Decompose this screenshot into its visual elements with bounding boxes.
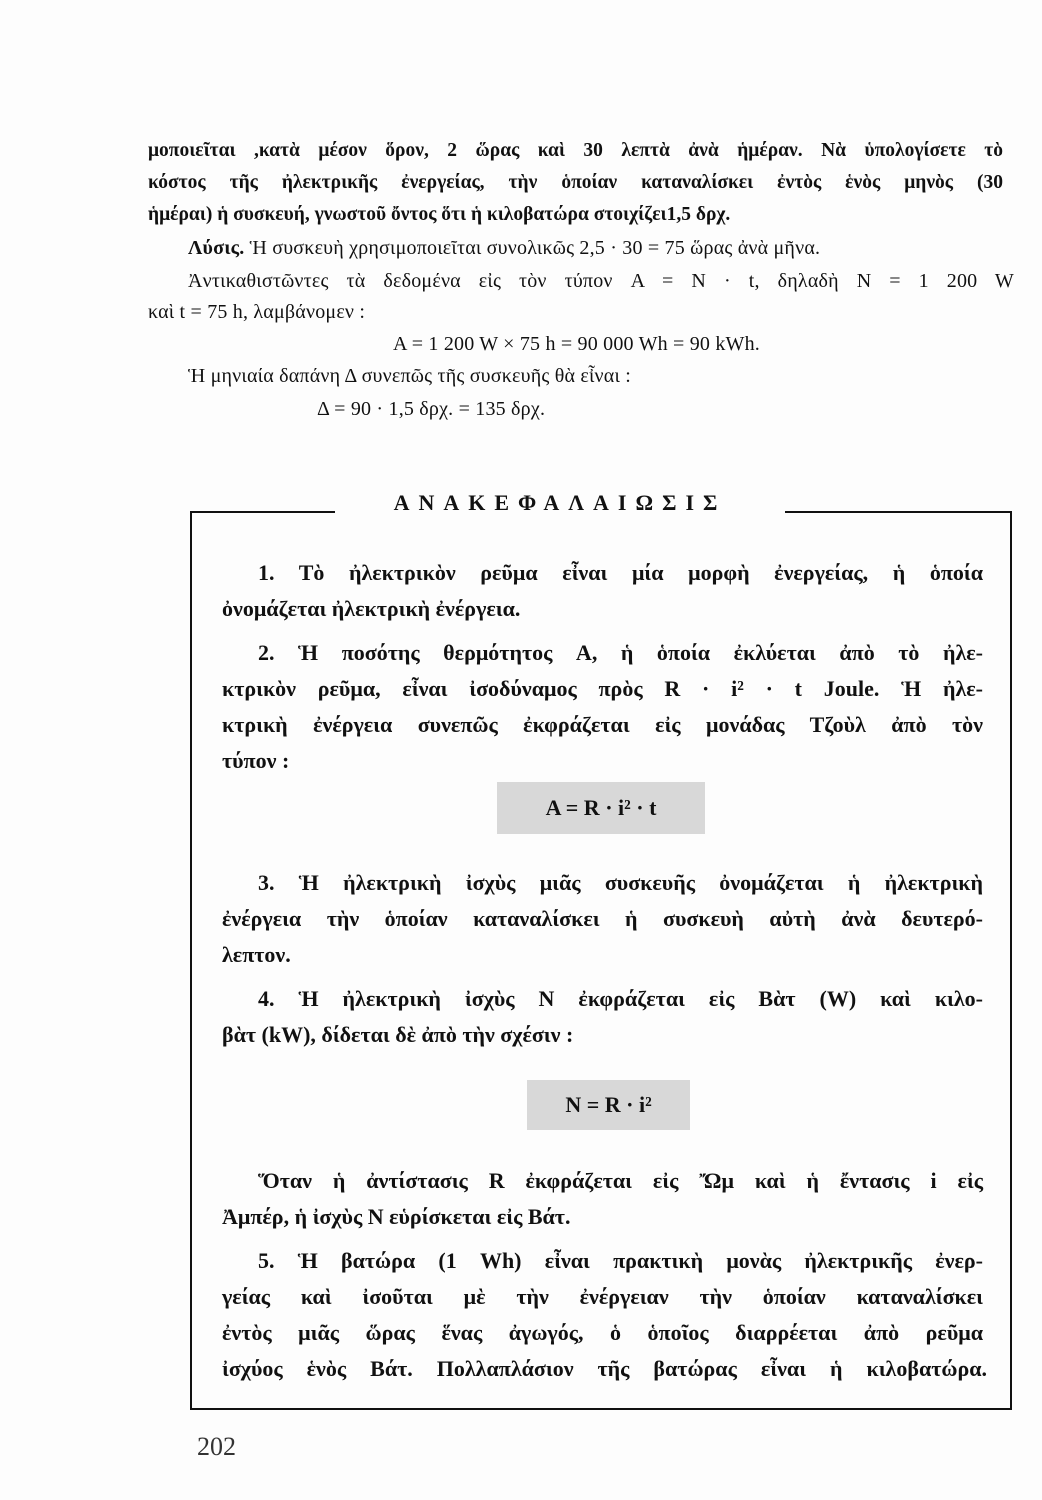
solution-line: Ἡ μηνιαία δαπάνη Δ συνεπῶς τῆς συσκευῆς θὰ εἶναι : [188, 365, 632, 387]
summary-line: κτρικὸν ρεῦμα, εἶναι ἰσοδύναμος πρὸς R · i² · t Joule. Ἡ ἠλε- [222, 676, 983, 701]
summary-title: ΑΝΑΚΕΦΑΛΑΙΩΣΙΣ [393, 490, 727, 515]
summary-line: Ὅταν ἡ ἀντίστασις R ἐκφράζεται εἰς Ὤμ καὶ ἡ ἔντασις i εἰς [258, 1168, 983, 1193]
formula-energy: A = R · i² · t [497, 782, 705, 834]
solution-line: Ἡ συσκευὴ χρησιμοποιεῖται συνολικῶς 2,5 · 30 = 75 ὥρας ἀνὰ μῆνα. [249, 237, 821, 259]
summary-line: 4. Ἡ ἠλεκτρικὴ ἰσχὺς N ἐκφράζεται εἰς Βὰτ (W) καὶ κιλο- [258, 986, 983, 1011]
summary-line: κτρικὴ ἐνέργεια συνεπῶς ἐκφράζεται εἰς μονάδας Τζοὺλ ἀπὸ τὸν [222, 712, 983, 737]
solution-line: Ἀντικαθιστῶντες τὰ δεδομένα εἰς τὸν τύπον A = N · t, δηλαδὴ N = 1 200 W [188, 270, 1014, 292]
summary-line: ὀνομάζεται ἠλεκτρικὴ ἐνέργεια. [222, 596, 521, 621]
formula-power: N = R · i² [527, 1080, 690, 1130]
problem-line: κόστος τῆς ἠλεκτρικῆς ἐνεργείας, τὴν ὁποίαν καταναλίσκει ἐντὸς ἑνὸς μηνὸς (30 [148, 172, 1003, 193]
summary-line: ἰσχύος ἑνὸς Βάτ. Πολλαπλάσιον τῆς βατώρας εἶναι ἡ κιλοβατώρα. [222, 1356, 987, 1381]
summary-line: βὰτ (kW), δίδεται δὲ ἀπὸ τὴν σχέσιν : [222, 1022, 574, 1047]
problem-line: ἡμέραι) ἡ συσκευή, γνωστοῦ ὄντος ὅτι ἡ κιλοβατώρα στοιχίζει1,5 δρχ. [148, 204, 731, 225]
solution-equation: Δ = 90 · 1,5 δρχ. = 135 δρχ. [317, 398, 546, 420]
solution-equation: A = 1 200 W × 75 h = 90 000 Wh = 90 kWh. [393, 333, 761, 355]
summary-line: Ἀμπέρ, ἡ ἰσχὺς N εὑρίσκεται εἰς Βάτ. [222, 1204, 571, 1229]
solution-line: καὶ t = 75 h, λαμβάνομεν : [148, 301, 366, 323]
summary-line: 3. Ἡ ἠλεκτρικὴ ἰσχὺς μιᾶς συσκευῆς ὀνομάζεται ἡ ἠλεκτρικὴ [258, 870, 983, 895]
summary-line: 1. Τὸ ἠλεκτρικὸν ρεῦμα εἶναι μία μορφὴ ἐνεργείας, ἡ ὁποία [258, 560, 983, 585]
solution-label: Λύσις. [188, 237, 245, 259]
summary-line: λεπτον. [222, 942, 291, 967]
summary-line: ἐνέργεια τὴν ὁποίαν καταναλίσκει ἡ συσκευὴ αὐτὴ ἀνὰ δευτερό- [222, 906, 983, 931]
summary-line: 2. Ἡ ποσότης θερμότητος A, ἡ ὁποία ἐκλύεται ἀπὸ τὸ ἠλε- [258, 640, 983, 665]
summary-line: τύπον : [222, 748, 290, 773]
summary-line: ἐντὸς μιᾶς ὥρας ἕνας ἀγωγός, ὁ ὁποῖος διαρρέεται ἀπὸ ρεῦμα [222, 1320, 983, 1345]
summary-line: 5. Ἡ βατώρα (1 Wh) εἶναι πρακτικὴ μονὰς ἠλεκτρικῆς ἐνερ- [258, 1248, 983, 1273]
page-number: 202 [197, 1432, 236, 1461]
problem-line: μοποιεῖται ,κατὰ μέσον ὅρον, 2 ὥρας καὶ 30 λεπτὰ ἀνὰ ἡμέραν. Νὰ ὑπολογίσετε τὸ [148, 140, 1003, 161]
summary-line: γείας καὶ ἰσοῦται μὲ τὴν ἐνέργειαν τὴν ὁποίαν καταναλίσκει [222, 1284, 983, 1309]
